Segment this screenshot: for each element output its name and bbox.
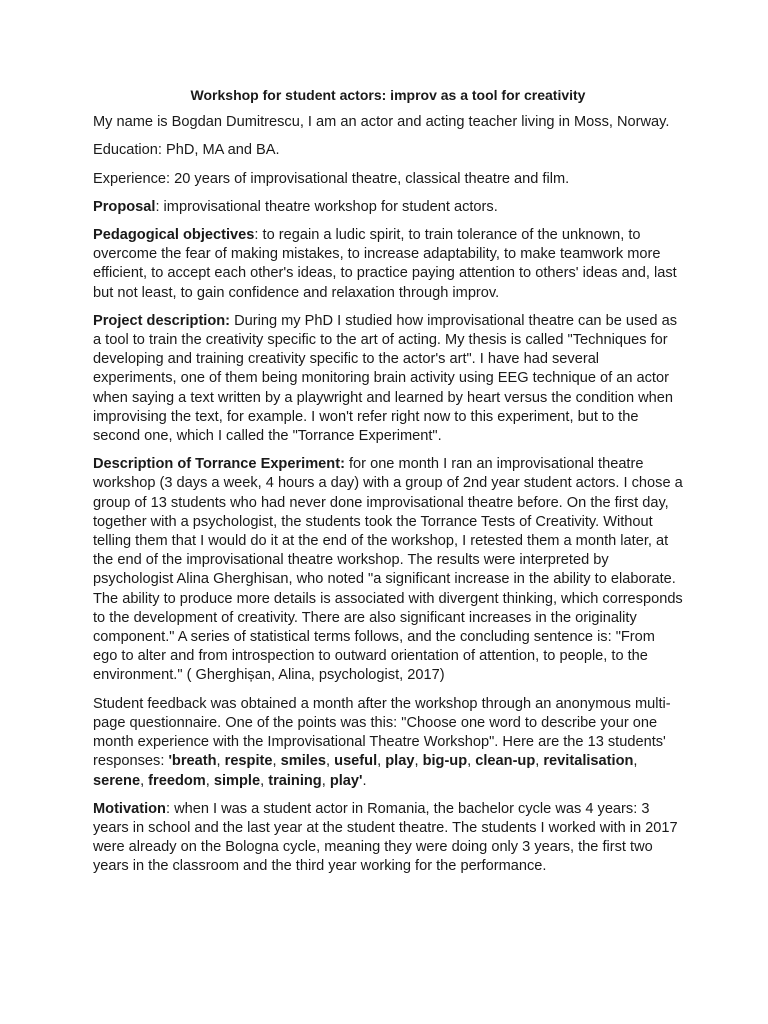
response-word: respite: [224, 753, 273, 770]
response-separator: ,: [414, 753, 423, 770]
response-word: play': [329, 772, 363, 789]
response-separator: ,: [377, 753, 386, 770]
response-separator: ,: [216, 753, 225, 770]
education-paragraph: Education: PhD, MA and BA.: [93, 142, 280, 159]
response-separator: ,: [272, 753, 281, 770]
intro-paragraph: My name is Bogdan Dumitrescu, I am an actor and acting teacher living in Moss, Norway.: [93, 114, 670, 131]
project-text: During my PhD I studied how improvisational theatre can be used as a tool to train the creativity specific to the art of acting. My thesis is called "Techniques for developing and training creativity specific to the actor's art". I have had several experiments, one of them being monitoring brain activity using EEG technique of an actor when saying a text written by a playwright and learned by heart versus the condition when improvising the text, for example. I won't refer right now to this experiment, but to the second one, which I called the "Torrance Experiment".: [93, 312, 678, 445]
response-separator: ,: [535, 753, 544, 770]
response-word: simple: [213, 772, 261, 789]
response-separator: ,: [467, 753, 476, 770]
feedback-text: Student feedback was obtained a month after the workshop through an anonymous multi-page questionnaire. One of the points was this: "Choose one word to describe your one month experience with the Improvisational Theatre Workshop". Here are the 13 students' responses:: [93, 695, 671, 770]
response-separator: ,: [140, 772, 149, 789]
response-word: big-up: [422, 753, 468, 770]
motivation-paragraph: [93, 800, 683, 877]
response-separator: ,: [321, 772, 330, 789]
proposal-paragraph: [93, 198, 683, 217]
document-title: Workshop for student actors: improv as a tool for creativity: [190, 87, 586, 103]
motivation-label: Motivation: [93, 800, 166, 817]
response-word: training: [268, 772, 322, 789]
proposal-text: : improvisational theatre workshop for student actors.: [155, 198, 498, 215]
response-word: play: [385, 753, 415, 770]
response-word: clean-up: [475, 753, 536, 770]
torrance-text: for one month I ran an improvisational theatre workshop (3 days a week, 4 hours a day) with a group of 2nd year student actors. I chose a group of 13 students who had never done improvisational theatre before. On the first day, together with a psychologist, the students took the Torrance Tests of Creativity. Without telling them that I would do it at the end of the workshop, I retested them a month later, at the end of the improvisational theatre workshop. The results were interpreted by psychologist Alina Gherghisan, who noted "a significant increase in the ability to elaborate. The ability to produce more details is associated with divergent thinking, which corresponds to the development of creativity. There are also significant increases in the originality component." A series of statistical terms follows, and the concluding sentence is: "From ego to alter and from introspection to outward orientation of attention, to people, to the environment." ( Gherghișan, Alina, psychologist, 2017): [93, 456, 683, 684]
response-word: serene: [93, 772, 141, 789]
project-label: Project description:: [93, 312, 231, 329]
feedback-words: [93, 753, 637, 788]
response-separator: .: [362, 772, 367, 789]
response-separator: ,: [205, 772, 214, 789]
response-separator: ,: [260, 772, 269, 789]
objectives-text: : to regain a ludic spirit, to train tolerance of the unknown, to overcome the fear of making mistakes, to increase adaptability, to make teamwork more efficient, to accept each other's ideas, to practice paying attention to others' ideas and, last but not least, to gain confidence and relaxation through improv.: [93, 227, 677, 301]
response-word: useful: [334, 753, 378, 770]
response-word: smiles: [280, 753, 327, 770]
experience-paragraph: Experience: 20 years of improvisational theatre, classical theatre and film.: [93, 170, 570, 187]
objectives-paragraph: [93, 226, 683, 303]
response-word: freedom: [148, 772, 206, 789]
response-word: revitalisation: [543, 753, 634, 770]
response-separator: ,: [326, 753, 335, 770]
proposal-label: Proposal: [93, 198, 156, 215]
objectives-label: Pedagogical objectives: [93, 227, 255, 244]
torrance-paragraph: [93, 455, 683, 685]
feedback-paragraph: [93, 695, 683, 791]
torrance-label: Description of Torrance Experiment:: [93, 456, 345, 473]
project-paragraph: [93, 312, 683, 446]
document-page: [93, 86, 683, 886]
response-word: 'breath: [168, 753, 217, 770]
motivation-text: : when I was a student actor in Romania, the bachelor cycle was 4 years: 3 years in school and the last year at the student theatre. The students I worked with in 2017 were already on the Bologna cycle, meaning they were doing only 3 years, the first two years in the classroom and the third year working for the performance.: [93, 800, 678, 875]
response-separator: ,: [633, 753, 638, 770]
